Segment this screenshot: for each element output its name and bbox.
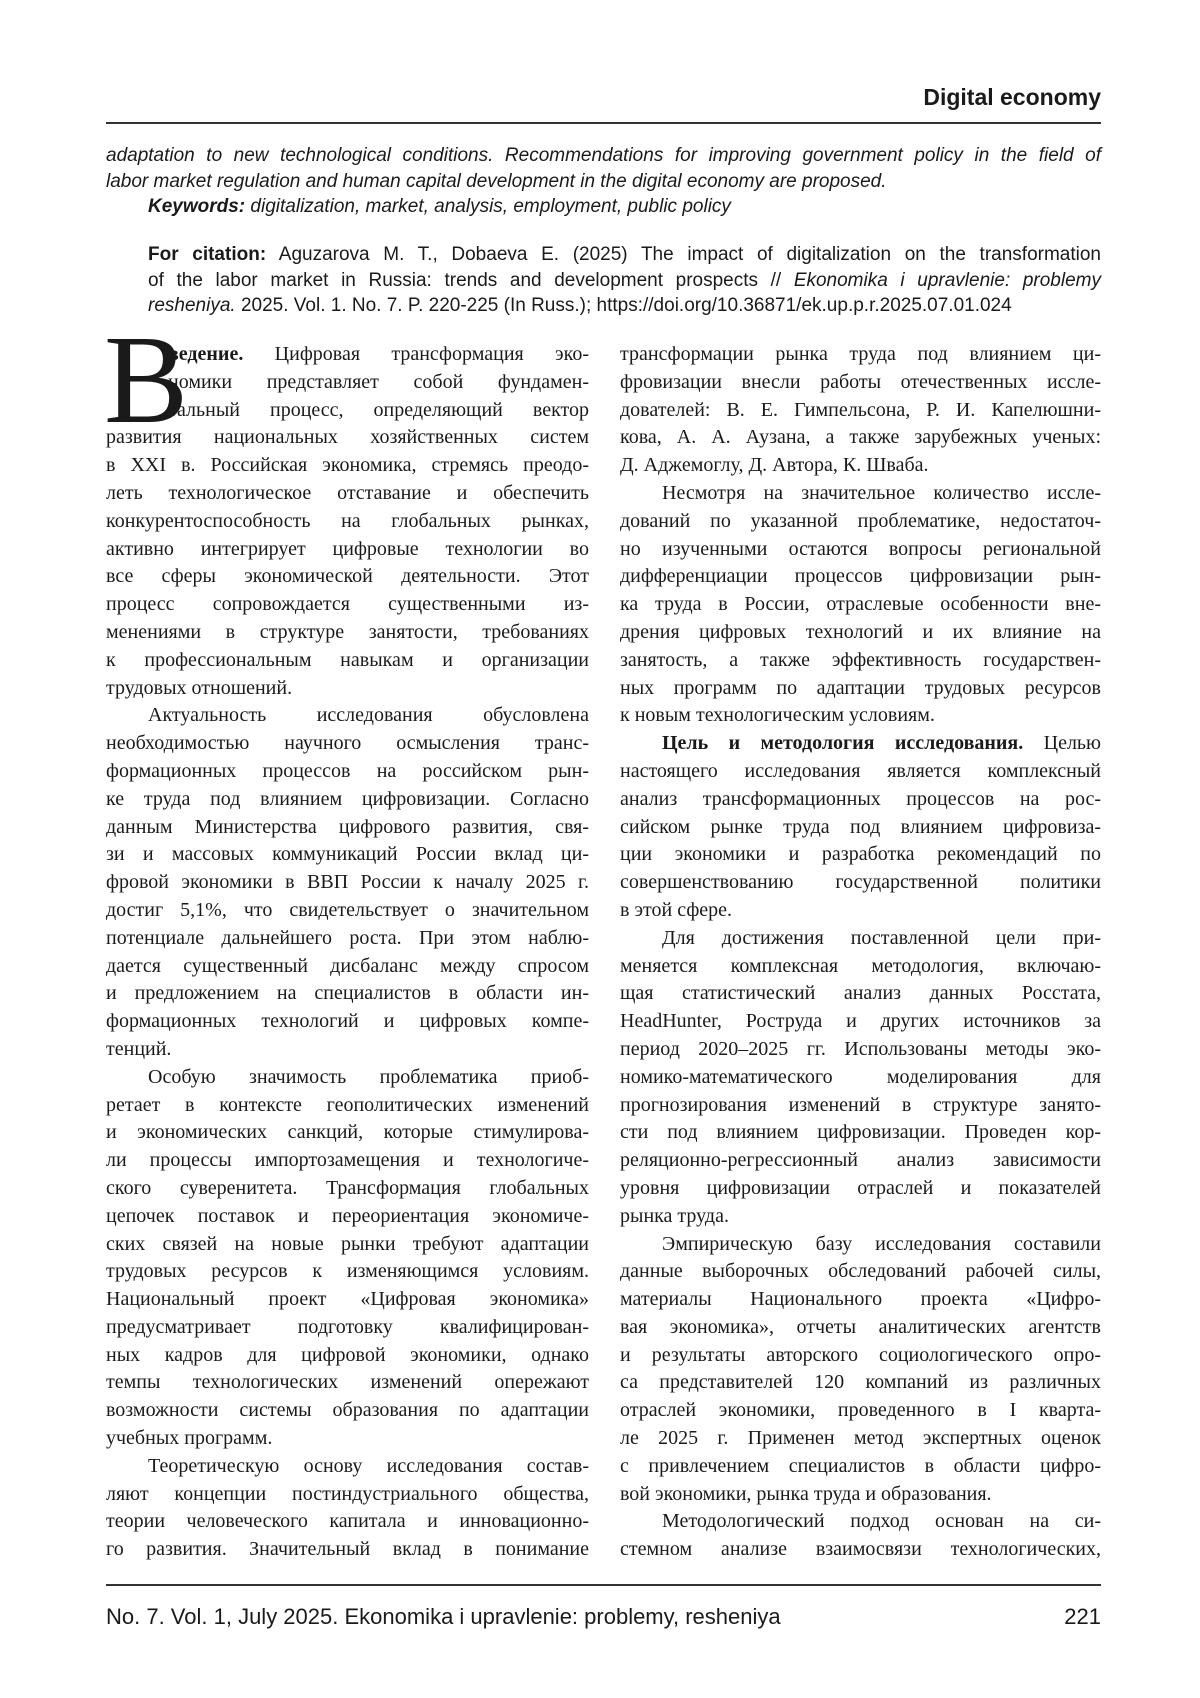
- text-line: [620, 424, 1101, 452]
- line-text: сийском рынке труда под влиянием цифровиза-: [620, 815, 1101, 838]
- paragraph-lead: ведение.: [168, 343, 244, 365]
- line-text: с привлечением специалистов в области цифро-: [620, 1454, 1101, 1477]
- line-text: и экономических санкций, которые стимулирова-: [106, 1121, 589, 1144]
- text-line: [620, 786, 1101, 814]
- line-text: необходимостью научного осмысления транс-: [106, 732, 589, 755]
- line-text: дователей: В. Е. Гимпельсона, Р. И. Капелюшни-: [620, 398, 1101, 421]
- text-line: [106, 1286, 589, 1314]
- text-line: [106, 702, 589, 730]
- line-text: тальный процесс, определяющий вектор: [168, 398, 589, 421]
- text-line: [106, 786, 589, 814]
- footer-rule: [106, 1584, 1101, 1586]
- citation-journal: Ekonomika i upravlenie: problemy: [793, 269, 1101, 291]
- text-line: [106, 1092, 589, 1120]
- text-line: [106, 1203, 589, 1231]
- line-text: номико-математического моделирования для: [620, 1065, 1101, 1088]
- text-line: [620, 508, 1101, 536]
- text-line: [620, 1286, 1101, 1314]
- text-line: [620, 1258, 1101, 1286]
- line-text: уровня цифровизации отраслей и показателей: [620, 1176, 1101, 1199]
- text-line: [106, 536, 589, 564]
- line-text: предусматривает подготовку квалифицирован-: [106, 1315, 589, 1338]
- text-line: [620, 814, 1101, 842]
- text-line: [620, 1314, 1101, 1342]
- text-line: [620, 647, 1101, 675]
- text-line: [620, 369, 1101, 397]
- text-line: [106, 1147, 589, 1175]
- text-line: [106, 1508, 589, 1536]
- text-line: [106, 841, 589, 869]
- line-text: учебных программ.: [106, 1427, 273, 1450]
- page-number: 221: [1064, 1604, 1101, 1629]
- citation-text: of the labor market in Russia: trends and development prospects //: [148, 269, 794, 291]
- line-text: к профессиональным навыкам и организации: [106, 648, 589, 671]
- line-text: ке труда под влиянием цифровизации. Согласно: [106, 787, 589, 810]
- line-text: трудовых ресурсов к изменяющимся условиям.: [106, 1260, 589, 1283]
- line-text: процесс сопровождается существенными из-: [106, 593, 589, 616]
- text-line: [620, 1369, 1101, 1397]
- citation-line: [148, 268, 1101, 294]
- text-line: [620, 536, 1101, 564]
- line-text: вой экономики, рынка труда и образования.: [620, 1482, 992, 1505]
- line-text: ции экономики и разработка рекомендаций по: [620, 843, 1101, 866]
- text-line: [106, 1231, 589, 1259]
- line-text: ных программ по адаптации трудовых ресурсов: [620, 676, 1101, 699]
- line-text: реляционно-регрессионный анализ зависимости: [620, 1149, 1101, 1172]
- line-text: Национальный проект «Цифровая экономика»: [106, 1288, 589, 1311]
- body-column-left: [106, 341, 589, 1564]
- citation-text: Aguzarova M. T., Dobaeva E. (2025) The impact of digitalization on the transformation: [266, 244, 1101, 265]
- line-text: Целью: [1023, 732, 1101, 755]
- text-line: [620, 452, 1101, 480]
- line-text: сти под влиянием цифровизации. Проведен кор-: [620, 1121, 1101, 1144]
- line-text: развития национальных хозяйственных систем: [106, 426, 589, 449]
- text-line: [106, 1064, 589, 1092]
- text-line: [106, 730, 589, 758]
- text-line: [620, 1175, 1101, 1203]
- text-line: [106, 1425, 589, 1453]
- text-line: [620, 1231, 1101, 1259]
- text-line: [620, 1425, 1101, 1453]
- footer-journal: No. 7. Vol. 1, July 2025. Ekonomika i upravlenie: problemy, resheniya: [106, 1604, 781, 1629]
- line-text: дрения цифровых технологий и их влияние на: [620, 620, 1101, 643]
- text-line: [106, 980, 589, 1008]
- text-line: [620, 1036, 1101, 1064]
- line-text: рынка труда.: [620, 1204, 729, 1227]
- text-line: [106, 1119, 589, 1147]
- text-line: [620, 702, 1101, 730]
- line-text: материалы Национального проекта «Цифро-: [620, 1288, 1101, 1311]
- line-text: но изученными остаются вопросы региональной: [620, 537, 1101, 560]
- text-line: [106, 1481, 589, 1509]
- citation: [148, 242, 1101, 319]
- text-line: [106, 953, 589, 981]
- line-text: активно интегрирует цифровые технологии во: [106, 537, 589, 560]
- line-text: менениями в структуре занятости, требованиях: [106, 620, 589, 643]
- text-line: [106, 341, 589, 369]
- text-line: [620, 1092, 1101, 1120]
- line-text: го развития. Значительный вклад в понимание: [106, 1538, 589, 1561]
- line-text: Теоретическую основу исследования состав-: [148, 1454, 589, 1477]
- line-text: возможности системы образования по адаптации: [106, 1399, 589, 1422]
- text-line: [106, 1453, 589, 1481]
- line-text: конкурентоспособность на глобальных рынках,: [106, 509, 589, 532]
- line-text: все сферы экономической деятельности. Этот: [106, 565, 589, 588]
- line-text: трудовых отношений.: [106, 676, 293, 699]
- line-text: Эмпирическую базу исследования составили: [662, 1232, 1101, 1255]
- line-text: кова, А. А. Аузана, а также зарубежных ученых:: [620, 426, 1101, 449]
- line-text: Актуальность исследования обусловлена: [148, 704, 589, 727]
- text-line: [620, 925, 1101, 953]
- citation-line: [148, 293, 1101, 319]
- text-line: [106, 1036, 589, 1064]
- header-rule: [106, 122, 1101, 124]
- text-line: [620, 341, 1101, 369]
- line-text: Методологический подход основан на си-: [662, 1510, 1101, 1533]
- text-line: [106, 1314, 589, 1342]
- line-text: леть технологическое отставание и обеспечить: [106, 481, 589, 504]
- line-text: ляют концепции постиндустриального общества,: [106, 1482, 589, 1505]
- line-text: меняется комплексная методология, включаю-: [620, 954, 1101, 977]
- line-text: дается существенный дисбаланс между спросом: [106, 954, 589, 977]
- text-line: [620, 591, 1101, 619]
- line-text: щая статистический анализ данных Росстата,: [620, 982, 1101, 1005]
- line-text: и предложением на специалистов в области ин-: [106, 982, 589, 1005]
- body-column-right: [620, 341, 1101, 1564]
- line-text: ского суверенитета. Трансформация глобальных: [106, 1176, 589, 1199]
- text-line: [106, 397, 589, 425]
- text-line: [620, 953, 1101, 981]
- line-text: теории человеческого капитала и инновационно-: [106, 1510, 589, 1533]
- text-line: [106, 369, 589, 397]
- line-text: формационных технологий и цифровых компе-: [106, 1010, 589, 1033]
- text-line: [620, 1147, 1101, 1175]
- citation-doi[interactable]: 2025. Vol. 1. No. 7. P. 220-225 (In Russ.); https://doi.org/10.36871/ek.up.p.r.2025.07.01.024: [235, 295, 1012, 316]
- text-line: [620, 619, 1101, 647]
- line-text: номики представляет собой фундамен-: [168, 370, 589, 393]
- text-line: [620, 480, 1101, 508]
- line-text: ли процессы импортозамещения и технологиче-: [106, 1149, 589, 1172]
- text-line: [620, 841, 1101, 869]
- line-text: вая экономика», отчеты аналитических агентств: [620, 1315, 1101, 1338]
- line-text: Д. Аджемоглу, Д. Автора, К. Шваба.: [620, 454, 929, 477]
- line-text: темпы технологических изменений опережают: [106, 1371, 589, 1394]
- running-head-section: Digital economy: [923, 84, 1101, 110]
- line-text: Несмотря на значительное количество иссле-: [662, 481, 1101, 504]
- text-line: [106, 647, 589, 675]
- paragraph-lead: Цель и методология исследования.: [662, 732, 1024, 755]
- line-text: Особую значимость проблематика приоб-: [148, 1065, 589, 1088]
- line-text: данные выборочных обследований рабочей силы,: [620, 1260, 1101, 1283]
- keywords-list: digitalization, market, analysis, employment, public policy: [245, 196, 731, 217]
- line-text: дифференциации процессов цифровизации рын-: [620, 565, 1101, 588]
- line-text: период 2020–2025 гг. Использованы методы эко-: [620, 1037, 1101, 1060]
- text-line: [620, 1536, 1101, 1564]
- text-line: [106, 675, 589, 703]
- line-text: ле 2025 г. Применен метод экспертных оценок: [620, 1427, 1101, 1450]
- line-text: ных кадров для цифровой экономики, однако: [106, 1343, 589, 1366]
- abstract-line: labor market regulation and human capital development in the digital economy are proposed.: [106, 170, 887, 192]
- text-line: [106, 619, 589, 647]
- text-line: [620, 897, 1101, 925]
- text-line: [106, 814, 589, 842]
- line-text: и результаты авторского социологического опро-: [620, 1343, 1101, 1366]
- text-line: [620, 1342, 1101, 1370]
- line-text: стемном анализе взаимосвязи технологических,: [620, 1538, 1101, 1561]
- line-text: фровизации внесли работы отечественных иссле-: [620, 370, 1101, 393]
- line-text: в XXI в. Российская экономика, стремясь преодо-: [106, 454, 589, 477]
- text-line: [620, 758, 1101, 786]
- text-line: [620, 730, 1101, 758]
- text-line: [106, 591, 589, 619]
- text-line: [620, 1397, 1101, 1425]
- line-text: ка труда в России, отраслевые особенности вне-: [620, 593, 1101, 616]
- text-line: [620, 1481, 1101, 1509]
- line-text: к новым технологическим условиям.: [620, 704, 935, 727]
- line-text: формационных процессов на российском рын-: [106, 759, 589, 782]
- text-line: [106, 563, 589, 591]
- text-line: [620, 1119, 1101, 1147]
- text-line: [106, 1536, 589, 1564]
- text-line: [106, 1369, 589, 1397]
- text-line: [106, 1258, 589, 1286]
- text-line: [106, 480, 589, 508]
- text-line: [620, 1453, 1101, 1481]
- line-text: трансформации рынка труда под влиянием ци-: [620, 343, 1101, 365]
- text-line: [620, 980, 1101, 1008]
- line-text: Для достижения поставленной цели при-: [662, 926, 1101, 949]
- abstract-line: adaptation to new technological conditions. Recommendations for improving government policy in the field of: [106, 145, 1101, 166]
- text-line: [106, 869, 589, 897]
- line-text: са представителей 120 компаний из различных: [620, 1371, 1101, 1394]
- text-line: [106, 758, 589, 786]
- line-text: дований по указанной проблематике, недостаточ-: [620, 509, 1101, 532]
- text-line: [106, 508, 589, 536]
- line-text: тенций.: [106, 1037, 172, 1060]
- citation-journal: resheniya.: [148, 295, 236, 316]
- keywords-label: Keywords:: [148, 196, 246, 217]
- line-text: потенциале дальнейшего роста. При этом наблю-: [106, 926, 589, 949]
- line-text: в этой сфере.: [620, 898, 733, 921]
- text-line: [106, 897, 589, 925]
- text-line: [620, 1064, 1101, 1092]
- text-line: [620, 563, 1101, 591]
- line-text: данным Министерства цифрового развития, свя-: [106, 815, 589, 838]
- text-line: [106, 1175, 589, 1203]
- text-line: [106, 925, 589, 953]
- citation-line: [148, 242, 1101, 268]
- line-text: Цифровая трансформация эко-: [243, 343, 589, 365]
- text-line: [620, 1008, 1101, 1036]
- line-text: ретает в контексте геополитических изменений: [106, 1093, 589, 1116]
- line-text: отраслей экономики, проведенного в I кварта-: [620, 1399, 1101, 1422]
- text-line: [620, 869, 1101, 897]
- text-line: [620, 397, 1101, 425]
- text-line: [106, 1008, 589, 1036]
- text-line: [106, 1397, 589, 1425]
- line-text: цепочек поставок и переориентация экономиче-: [106, 1204, 589, 1227]
- abstract: [106, 143, 1101, 220]
- line-text: настоящего исследования является комплексный: [620, 759, 1101, 782]
- line-text: HeadHunter, Роструда и других источников за: [620, 1010, 1101, 1033]
- line-text: ских связей на новые рынки требуют адаптации: [106, 1232, 589, 1255]
- line-text: зи и массовых коммуникаций России вклад ци-: [106, 843, 589, 866]
- drop-cap: В: [104, 311, 189, 450]
- line-text: прогнозирования изменений в структуре занято-: [620, 1093, 1101, 1116]
- text-line: [106, 452, 589, 480]
- line-text: занятость, а также эффективность государствен-: [620, 648, 1101, 671]
- line-text: анализ трансформационных процессов на рос-: [620, 787, 1101, 810]
- text-line: [620, 1203, 1101, 1231]
- text-line: [106, 1342, 589, 1370]
- keywords: [106, 194, 1101, 220]
- line-text: совершенствованию государственной политики: [620, 871, 1101, 894]
- citation-label: For citation:: [148, 244, 267, 265]
- text-line: [106, 424, 589, 452]
- text-line: [620, 1508, 1101, 1536]
- line-text: фровой экономики в ВВП России к началу 2025 г.: [106, 871, 589, 894]
- line-text: достиг 5,1%, что свидетельствует о значительном: [106, 898, 589, 921]
- text-line: [620, 675, 1101, 703]
